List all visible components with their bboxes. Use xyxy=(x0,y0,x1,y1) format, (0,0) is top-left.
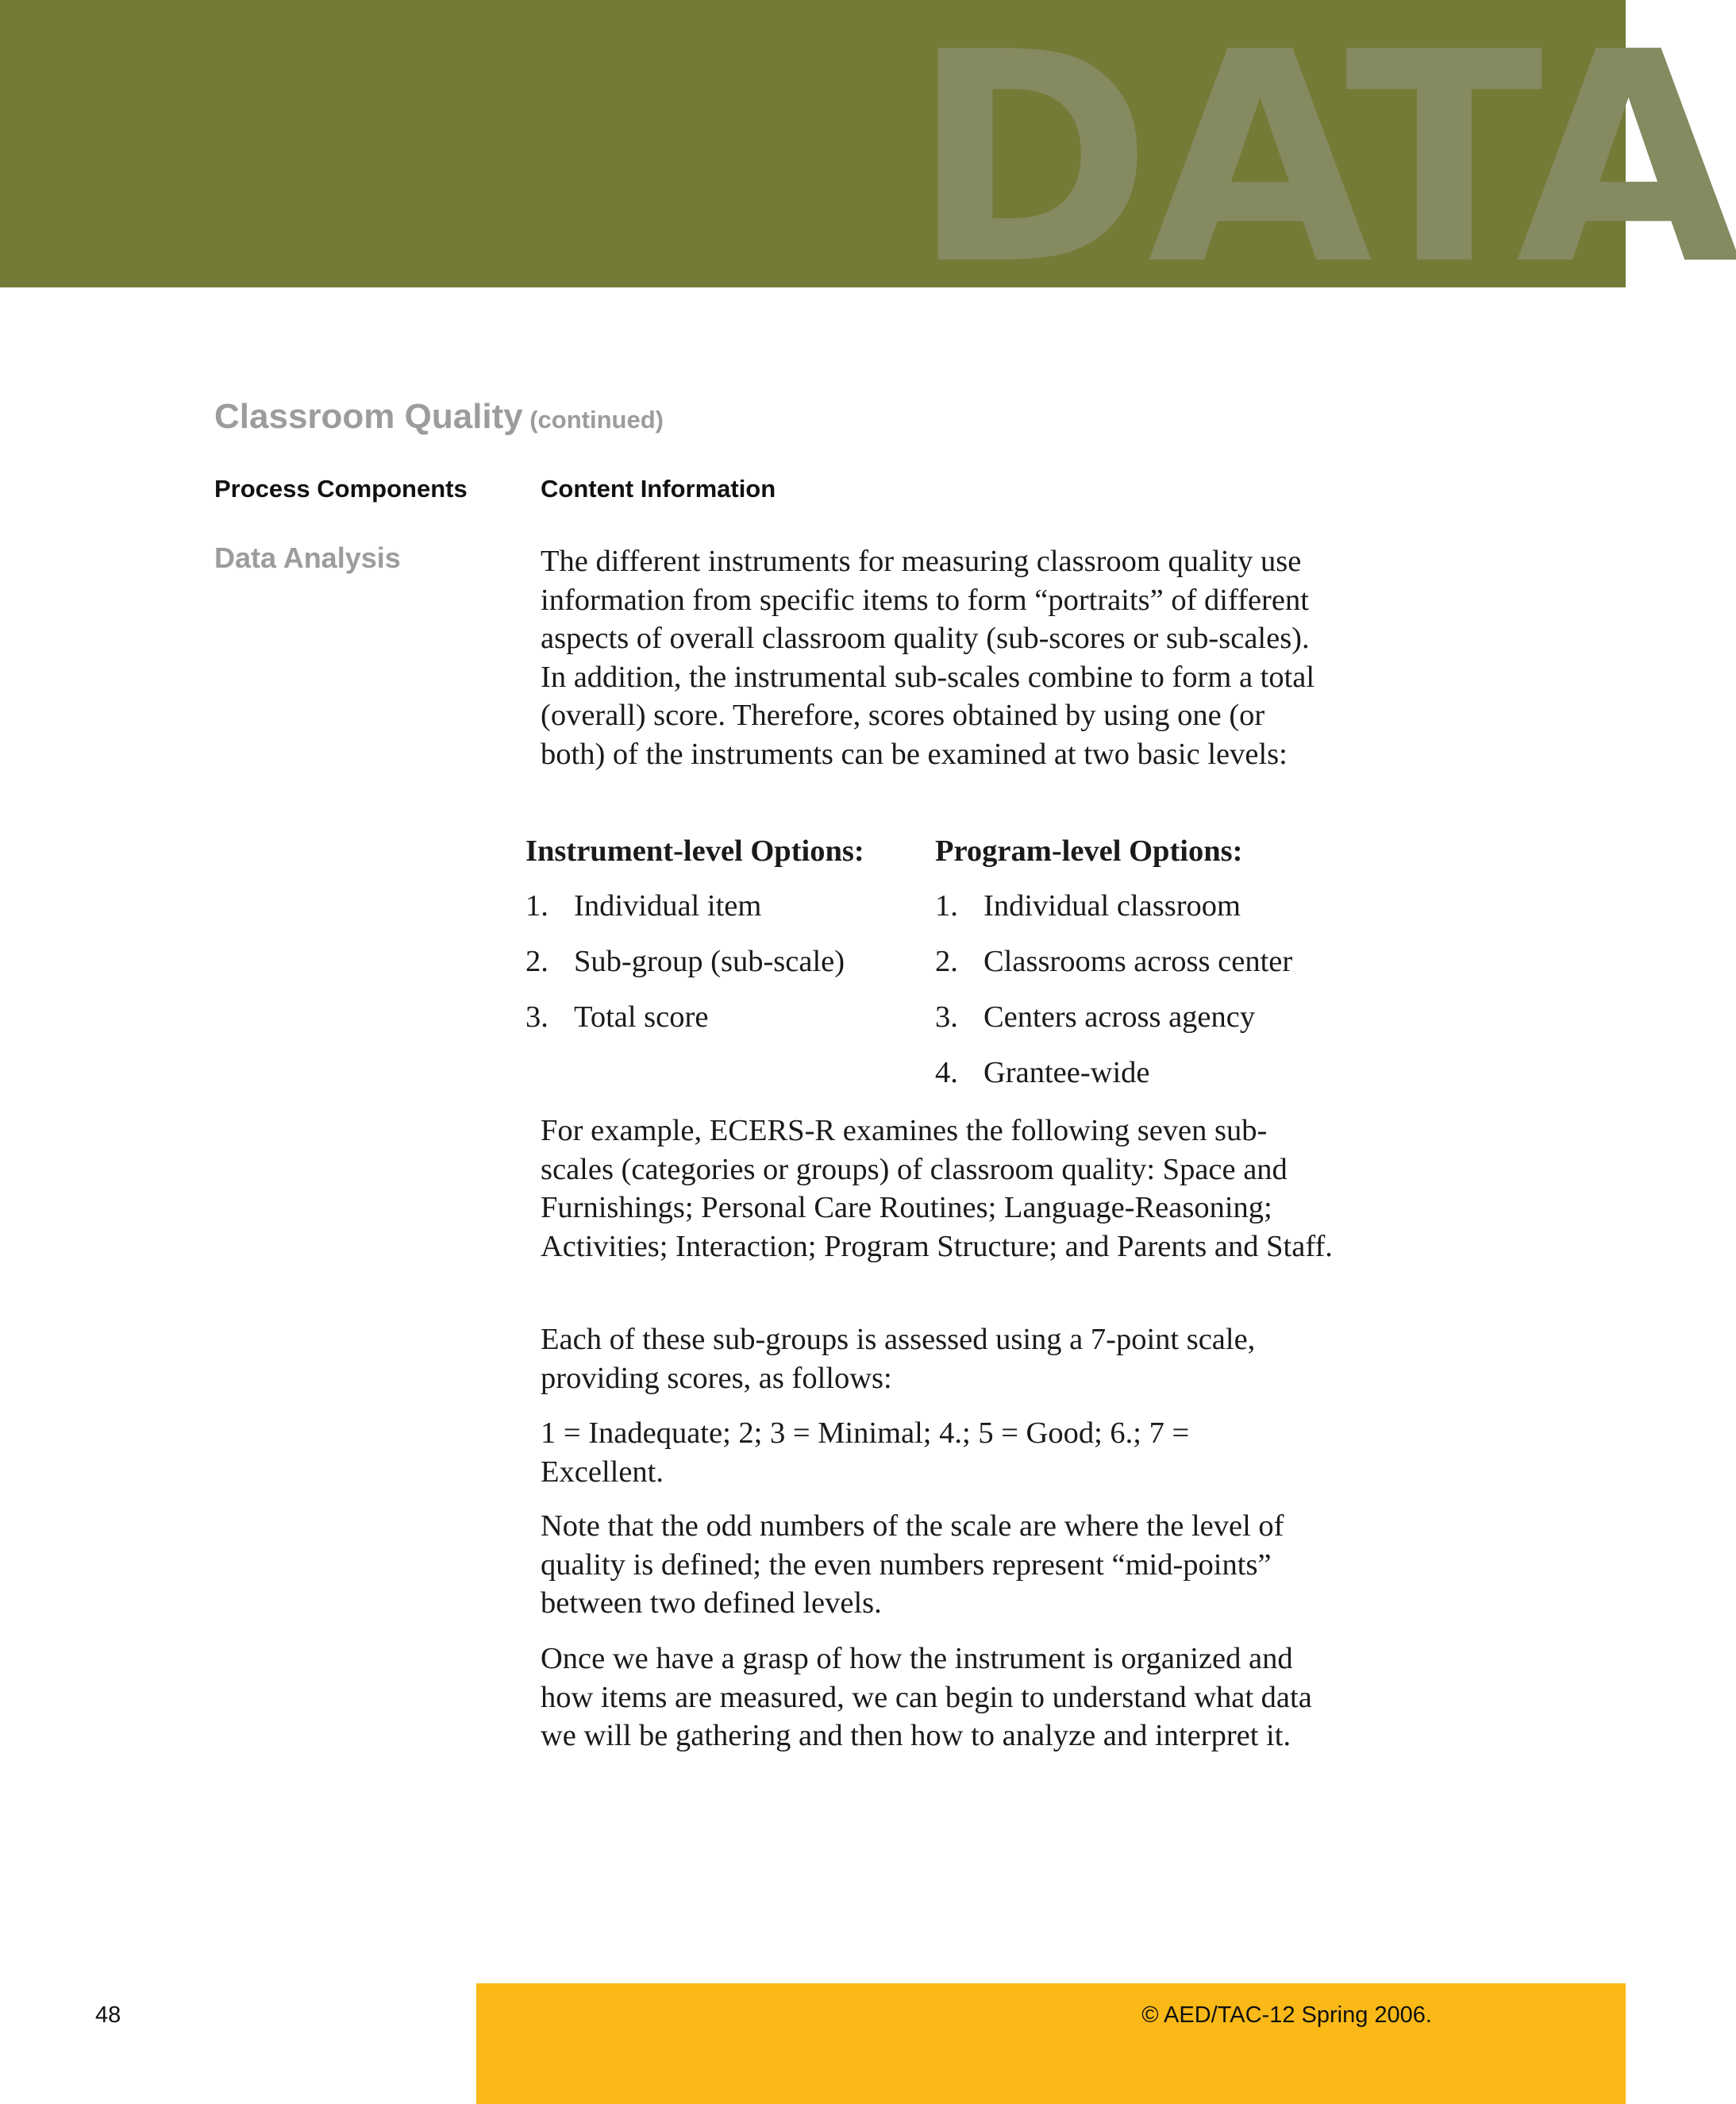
section-title xyxy=(214,397,664,437)
section-title-main: Classroom Quality xyxy=(214,397,523,436)
list-item: 1. Individual item xyxy=(525,889,762,923)
page-number: 48 xyxy=(95,2002,121,2028)
program-options-heading: Program-level Options: xyxy=(935,834,1243,868)
row-label-data-analysis: Data Analysis xyxy=(214,541,401,574)
scale-paragraph: Each of these sub-groups is assessed using a 7-point scale, providing scores, as follows: xyxy=(541,1323,1256,1395)
section-title-subtitle: (continued) xyxy=(529,406,664,434)
copyright-notice: © AED/TAC-12 Spring 2006. xyxy=(1141,2002,1432,2028)
list-item: 1. Individual classroom xyxy=(935,889,1241,923)
odd-numbers-note-paragraph: Note that the odd numbers of the scale are where the level of quality is defined; the even numbers represent “mid-points” between two defined levels. xyxy=(541,1509,1284,1620)
instrument-options-heading: Instrument-level Options: xyxy=(525,834,864,868)
banner-watermark-word: DATA xyxy=(911,0,1736,329)
closing-paragraph: Once we have a grasp of how the instrument is organized and how items are measured, we can begin to understand what data we will be gathering and then how to analyze and interpret it. xyxy=(541,1642,1312,1752)
intro-paragraph: The different instruments for measuring classroom quality use information from specific items to form “portraits” of different aspects of overall classroom quality (sub-scores or sub-scales). In addition, the instrumental sub-scales combine to form a total (overall) score. Therefore, scores obtained by using one (or both) of the instruments can be examined at two basic levels: xyxy=(541,545,1315,771)
column-header-process: Process Components xyxy=(214,475,468,503)
column-header-content: Content Information xyxy=(541,475,776,503)
list-item: 4. Grantee-wide xyxy=(935,1056,1150,1089)
list-item: 3. Total score xyxy=(525,1000,709,1034)
footer-bar xyxy=(476,1983,1626,2104)
program-options-list xyxy=(935,832,1292,1109)
instrument-options-list xyxy=(525,832,864,1054)
ecers-example-paragraph: For example, ECERS-R examines the following seven sub-scales (categories or groups) of classroom quality: Space and Furnishings; Personal Care Routines; Language-Reasoning; Activities; Interaction; Program Structure; and Parents and Staff. xyxy=(541,1114,1333,1263)
list-item: 2. Sub-group (sub-scale) xyxy=(525,945,845,978)
list-item: 2. Classrooms across center xyxy=(935,945,1293,978)
header-banner xyxy=(0,0,1736,329)
list-item: 3. Centers across agency xyxy=(935,1000,1256,1034)
scale-values-paragraph: 1 = Inadequate; 2; 3 = Minimal; 4.; 5 = Good; 6.; 7 = Excellent. xyxy=(541,1416,1190,1489)
